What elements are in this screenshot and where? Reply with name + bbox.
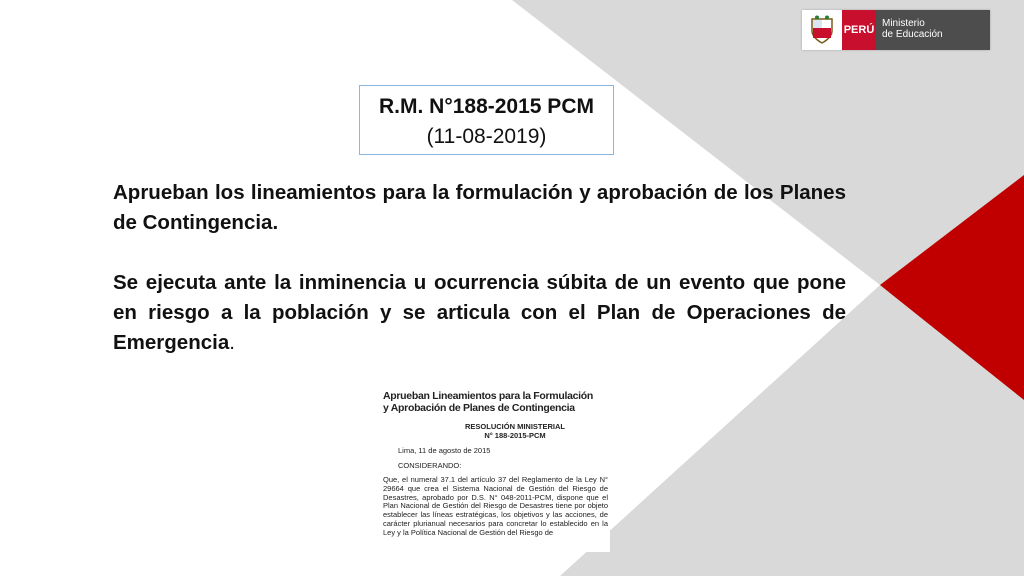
excerpt-res-number: N° 188-2015-PCM — [484, 431, 546, 440]
country-label: PERÚ — [842, 10, 876, 50]
excerpt-heading-1: Aprueban Lineamientos para la Formulación — [383, 390, 593, 402]
resolution-box — [359, 85, 614, 155]
document-excerpt-image — [380, 387, 610, 552]
excerpt-heading-2: y Aprobación de Planes de Contingencia — [383, 402, 575, 414]
ministry-name — [876, 10, 990, 50]
resolution-date: (11-08-2019) — [426, 125, 547, 148]
excerpt-res-title: RESOLUCIÓN MINISTERIAL — [464, 422, 565, 431]
excerpt-place-date: Lima, 11 de agosto de 2015 — [398, 446, 491, 455]
ministry-line-1: Ministerio — [882, 18, 925, 29]
paragraph-ejecucion-text: Se ejecuta ante la inminencia u ocurrencia súbita de un evento que pone en riesgo a la población y se articula con el Plan de Operaciones de Emergencia — [113, 271, 846, 354]
paragraph-ejecucion — [113, 268, 846, 358]
resolution-title: R.M. N°188-2015 PCM — [379, 95, 594, 118]
paragraph-lineamientos: Aprueban los lineamientos para la formulación y aprobación de los Planes de Contingencia. — [113, 181, 846, 234]
coat-of-arms-icon — [802, 10, 842, 50]
excerpt-body: Que, el numeral 37.1 del artículo 37 del Reglamento de la Ley N° 29664 que crea el Sistema Nacional de Gestión del Riesgo de Desastres, aprobado por D.S. N° 048-2011-PCM, dispone que el Plan Nacional de Gestión del Riesgo de Desastres tiene por objeto establecer las líneas estratégicas, los objetivos y las acciones, de carácter plurianual necesarios para concretar lo establecido en la Ley y la Política Nacional de Gestión del Riesgo de — [383, 475, 608, 537]
paragraph-period: . — [229, 331, 235, 354]
ministry-logo — [802, 10, 990, 50]
ministry-line-2: de Educación — [882, 29, 943, 40]
excerpt-considerando: CONSIDERANDO: — [398, 461, 462, 470]
